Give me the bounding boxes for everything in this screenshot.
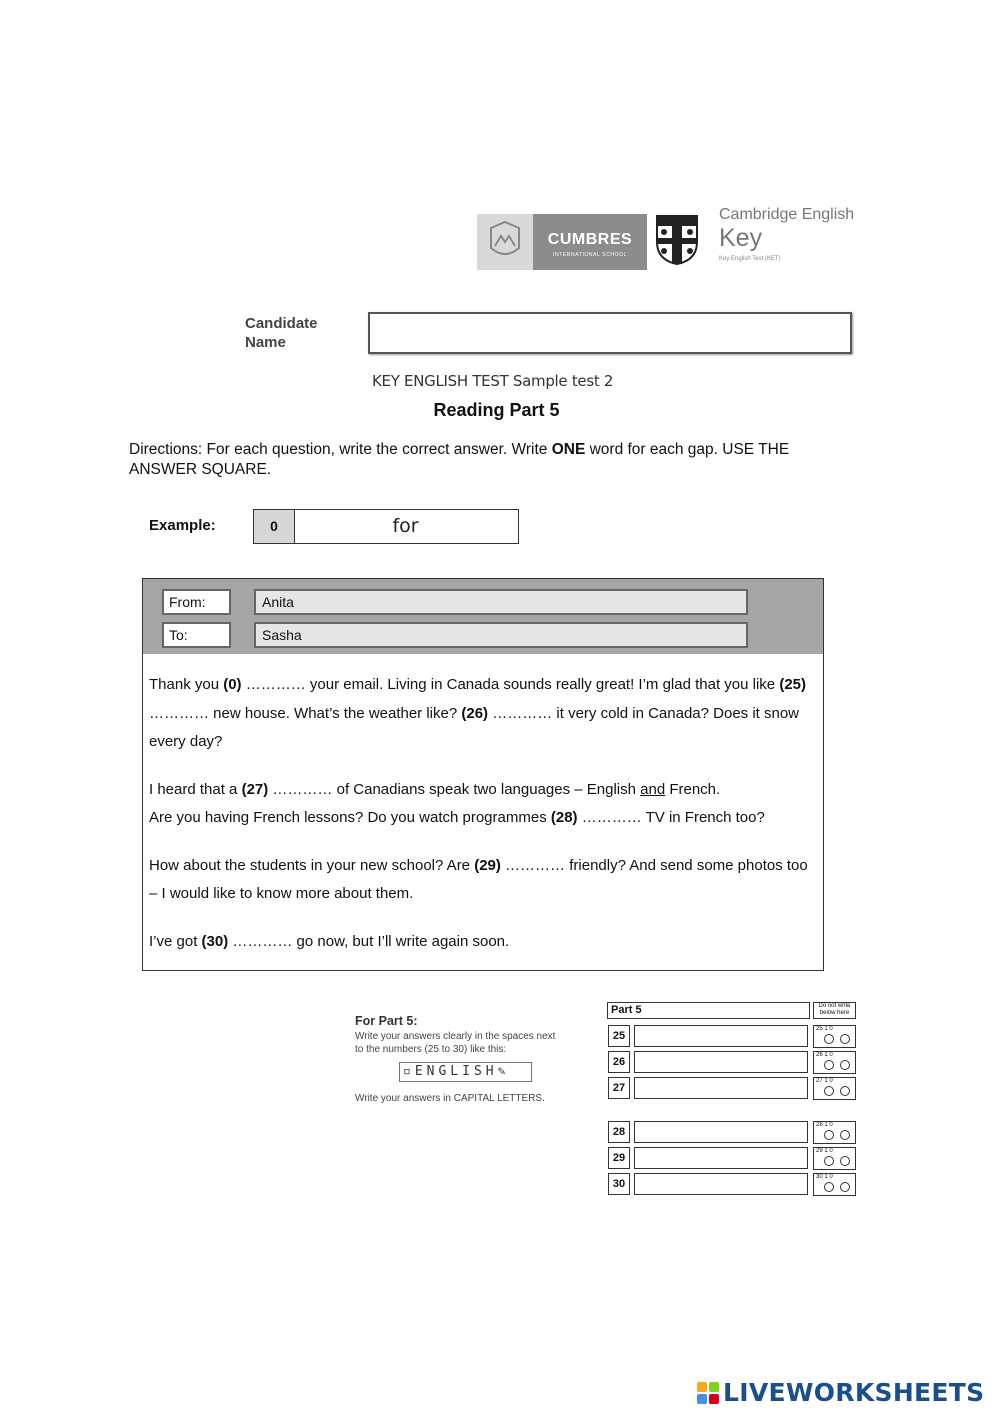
mark-box-30 xyxy=(813,1173,856,1196)
mark-box-25 xyxy=(813,1025,856,1048)
to-label: To: xyxy=(162,622,231,648)
school-name: CUMBRES xyxy=(547,231,633,248)
mark-circle xyxy=(824,1130,834,1140)
sample-answer-text: ENGLISH xyxy=(414,1064,498,1079)
answer-input-27[interactable] xyxy=(634,1077,808,1099)
mark-box-26 xyxy=(813,1051,856,1074)
gap-30: (30) xyxy=(201,932,229,950)
directions xyxy=(129,440,859,480)
directions-prefix: Directions: For each question, write the correct answer. Write xyxy=(129,441,552,458)
mark-box-27 xyxy=(813,1077,856,1100)
candidate-label-line2: Name xyxy=(245,334,286,351)
email-panel xyxy=(142,578,824,971)
part-title: Reading Part 5 xyxy=(433,400,560,420)
email-body xyxy=(149,671,819,975)
p1-text-a: Thank you xyxy=(149,676,224,693)
answer-number-25: 25 xyxy=(608,1025,630,1047)
instruction-line-3: Write your answers in CAPITAL LETTERS. xyxy=(355,1093,545,1104)
p3-text-b: ………… friendly? And send some photos too – I would like to know more about them. xyxy=(149,856,808,902)
p2-text-c: French. xyxy=(665,780,721,798)
directions-suffix: word for each gap. USE THE ANSWER SQUARE. xyxy=(129,441,790,478)
gap-25: (25) xyxy=(779,676,807,693)
cambridge-key-text: Key xyxy=(719,224,763,252)
directions-bold: ONE xyxy=(551,441,586,458)
mark-circle xyxy=(824,1086,834,1096)
lw-tile-1 xyxy=(697,1382,707,1392)
to-value: Sasha xyxy=(254,622,748,648)
answer-input-30[interactable] xyxy=(634,1173,808,1195)
mark-circle xyxy=(840,1060,850,1070)
answer-number-27: 27 xyxy=(608,1077,630,1099)
p2-text-e: ………… TV in French too? xyxy=(577,809,765,826)
answer-input-26[interactable] xyxy=(634,1051,808,1073)
from-label: From: xyxy=(162,589,231,615)
p1-text-d: ………… it very cold in Canada? Does it snow every day? xyxy=(149,704,800,750)
gap-0: (0) xyxy=(223,676,242,693)
answer-input-28[interactable] xyxy=(634,1121,808,1143)
mark-circle xyxy=(824,1034,834,1044)
mark-label: 29 1 0 xyxy=(816,1148,833,1154)
lw-tile-3 xyxy=(697,1394,707,1404)
liveworksheets-icon xyxy=(697,1382,719,1404)
p2-text-a: I heard that a xyxy=(149,780,242,798)
p4-text-b: ………… go now, but I’ll write again soon. xyxy=(228,932,510,950)
answer-input-25[interactable] xyxy=(634,1025,808,1047)
mark-label: 27 1 0 xyxy=(816,1078,833,1084)
p2-underlined-and: and xyxy=(640,780,666,798)
example-label: Example: xyxy=(149,517,216,534)
cumbres-emblem xyxy=(477,214,533,270)
school-subtitle: INTERNATIONAL SCHOOL xyxy=(553,252,627,258)
example-number: 0 xyxy=(253,509,295,544)
answer-number-30: 30 xyxy=(608,1173,630,1195)
email-paragraph-2 xyxy=(149,776,819,833)
p3-text-a: How about the students in your new school? Are xyxy=(149,856,475,874)
mark-box-29 xyxy=(813,1147,856,1170)
email-paragraph-4 xyxy=(149,928,819,957)
mark-label: 25 1 0 xyxy=(816,1026,833,1032)
liveworksheets-logo xyxy=(697,1378,984,1407)
mountain-crest-icon xyxy=(477,214,533,270)
lw-tile-2 xyxy=(709,1382,719,1392)
liveworksheets-brand: LIVEWORKSHEETS xyxy=(723,1378,985,1407)
email-header xyxy=(143,579,823,654)
gap-29: (29) xyxy=(474,856,501,874)
answer-number-28: 28 xyxy=(608,1121,630,1143)
email-paragraph-1 xyxy=(149,671,819,757)
for-part-heading: For Part 5: xyxy=(355,1014,418,1028)
example-answer: for xyxy=(293,509,519,544)
candidate-name-input[interactable] xyxy=(368,312,852,354)
mark-circle xyxy=(840,1156,850,1166)
gap-26: (26) xyxy=(461,704,489,722)
email-paragraph-3 xyxy=(149,852,819,909)
instruction-line-1: Write your answers clearly in the spaces next xyxy=(355,1031,556,1042)
gap-28: (28) xyxy=(550,809,578,826)
test-title: KEY ENGLISH TEST Sample test 2 xyxy=(372,372,614,390)
do-not-write-label: Do not write below here xyxy=(813,1002,856,1019)
cumbres-logo xyxy=(533,214,647,270)
gap-27: (27) xyxy=(241,780,269,798)
p2-text-d: Are you having French lessons? Do you watch programmes xyxy=(149,809,551,826)
mark-circle xyxy=(840,1086,850,1096)
candidate-name-label xyxy=(245,314,318,352)
candidate-label-line1: Candidate xyxy=(245,315,318,332)
cambridge-ket-text: Key English Test (KET) xyxy=(719,256,781,262)
mark-circle xyxy=(840,1130,850,1140)
mark-box-28 xyxy=(813,1121,856,1144)
p1-text-b: ………… your email. Living in Canada sounds really great! I’m glad that you like xyxy=(241,676,780,693)
mark-circle xyxy=(840,1034,850,1044)
cambridge-shield-icon xyxy=(655,214,699,266)
lw-tile-4 xyxy=(709,1394,719,1404)
sample-answer-box: ▫ENGLISH✎ xyxy=(399,1062,532,1082)
from-value: Anita xyxy=(254,589,748,615)
answer-number-26: 26 xyxy=(608,1051,630,1073)
mark-circle xyxy=(824,1156,834,1166)
mark-label: 26 1 0 xyxy=(816,1052,833,1058)
cambridge-english-text: Cambridge English xyxy=(719,206,855,223)
p2-text-b: ………… of Canadians speak two languages – English xyxy=(268,780,641,798)
mark-circle xyxy=(840,1182,850,1192)
pencil-icon: ✎ xyxy=(497,1064,510,1079)
mark-circle xyxy=(824,1182,834,1192)
mark-label: 28 1 0 xyxy=(816,1122,833,1128)
part5-label: Part 5 xyxy=(607,1002,810,1019)
mark-label: 30 1 0 xyxy=(816,1174,833,1180)
instruction-line-2: to the numbers (25 to 30) like this: xyxy=(355,1044,507,1055)
answer-number-29: 29 xyxy=(608,1147,630,1169)
p1-text-c: ………… new house. What’s the weather like? xyxy=(149,704,462,722)
mark-circle xyxy=(824,1060,834,1070)
p4-text-a: I’ve got xyxy=(149,932,202,950)
answer-input-29[interactable] xyxy=(634,1147,808,1169)
